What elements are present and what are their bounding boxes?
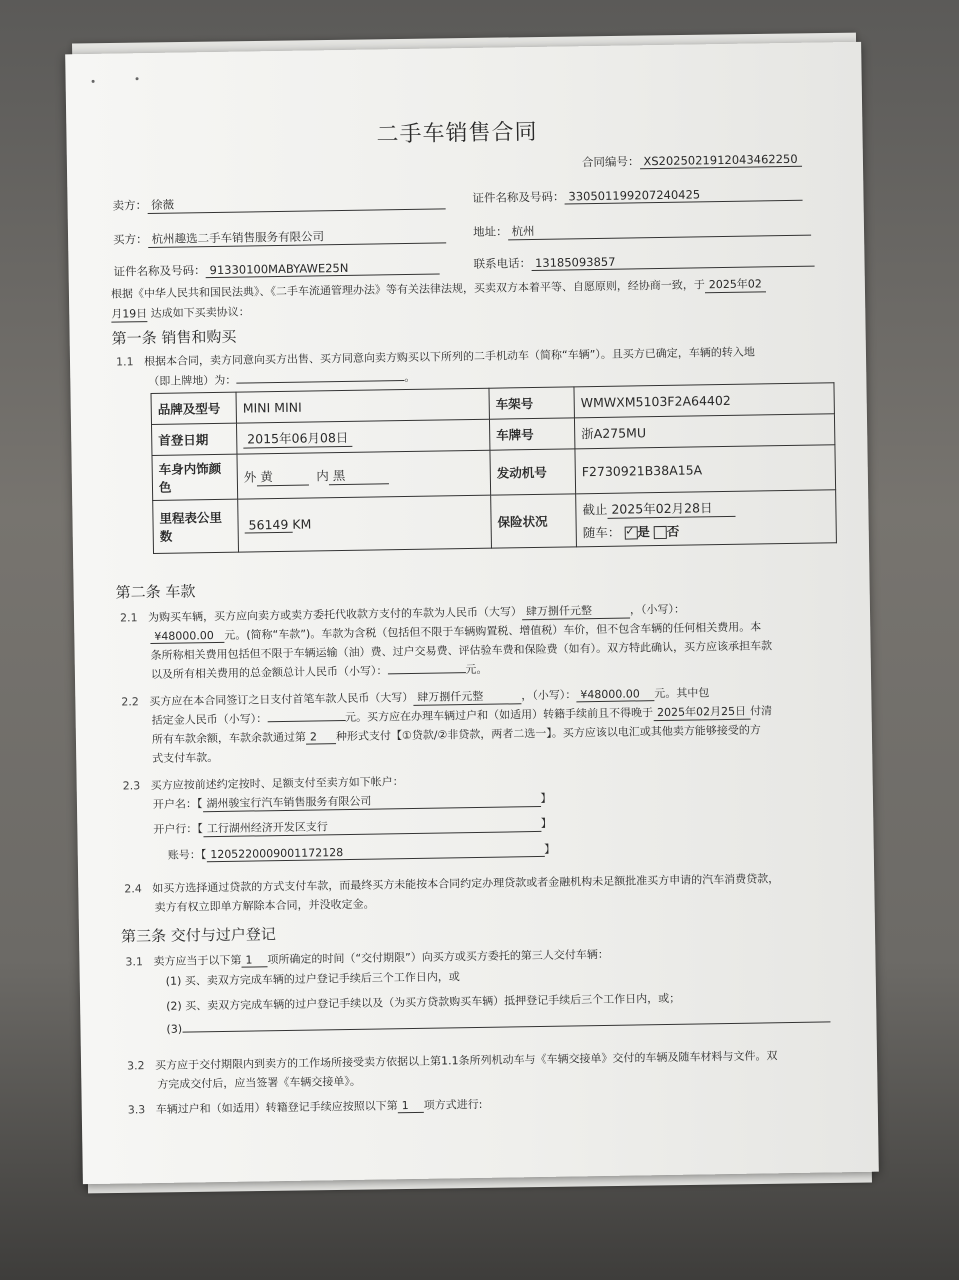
mileage-label: 里程表公里数 [153, 499, 239, 553]
yes-checkbox[interactable] [624, 526, 637, 539]
phone-row: 联系电话： 13185093857 [473, 251, 814, 272]
vin-value: WMWXM5103F2A64402 [574, 383, 834, 418]
clause-3-1-option-2: (2) 买、卖双方完成车辆的过户登记手续以及（为买方贷款购买车辆）抵押登记手续后三个工作日内，或； [166, 991, 681, 1013]
insurance-value: 截止 2025年02月28日 随车： ✓ 是 否 [576, 490, 837, 547]
clause-1-1: 1.1 根据本合同，卖方同意向买方出售、买方同意向卖方购买以下所列的二手机动车（简称“车辆”）。且买方已确定，车辆的转入地 [115, 345, 755, 369]
reg-date-label: 首登日期 [151, 423, 236, 455]
clause-2-2-line-4: 式支付车款。 [152, 751, 219, 766]
article-3-heading: 第三条 交付与过户登记 [120, 925, 276, 946]
punch-hole [136, 77, 139, 80]
plate-value: 浙A275MU [574, 414, 834, 449]
brand-value: MINI MINI [236, 388, 489, 423]
clause-2-1-line-2: ¥48000.00 元。(简称“车款”)。车款为含税（包括但不限于车辆购置税、增值税）车价，但不包含车辆的任何相关费用。本 [150, 618, 761, 644]
bank-row: 开户行：【 工行湖州经济开发区支行 】 [153, 816, 552, 837]
clause-2-1: 2.1 为购买车辆，买方应向卖方或卖方委托代收款方支付的车款为人民币（大写） 肆万捌仟元整 ，（小写）： [119, 602, 686, 625]
color-value: 外 黄 内 黑 [237, 450, 491, 499]
clause-3-1: 3.1 卖方应当于以下第 1 项所确定的时间（“交付期限”）向买方或买方委托的第三人交付车辆： [125, 947, 609, 969]
clause-2-2-line-3: 所有车款余额，车款余款通过第 2 种形式支付【①贷款/②非贷款，两者二选一】。买方应该以电汇或其他卖方能够接受的方 [151, 723, 761, 747]
intro-line-2: 月19日 达成如下买卖协议： [111, 305, 250, 321]
vehicle-info-table [151, 382, 837, 554]
page-title: 二手车销售合同 [376, 119, 538, 148]
intro-line-1: 根据《中华人民共和国民法典》、《二手车流通管理办法》等有关法律法规，买卖双方本着平等、自愿原则，经协商一致，于 2025年02 [111, 275, 766, 302]
clause-1-1-line-2: （即上牌地）为： 。 [148, 370, 416, 389]
seller-row: 卖方： 徐薇 [112, 192, 445, 214]
address-row: 地址： 杭州 [473, 219, 811, 241]
buyer-id-row: 证件名称及号码： 91330100MABYAWE25N [113, 258, 439, 279]
contract-page [65, 42, 879, 1184]
table-row [153, 490, 837, 554]
clause-2-2: 2.2 买方应在本合同签订之日支付首笔车款人民币（大写） 肆万捌仟元整 ，（小写）： ¥48000.00 元。其中包 [121, 686, 710, 709]
account-name-row: 开户名：【 湖州骏宝行汽车销售服务有限公司 】 [152, 791, 552, 812]
clause-3-2: 3.2 买方应于交付期限内到卖方的工作场所接受卖方依据以上第1.1条所列机动车与《车辆交接单》交付的车辆及随车材料与文件。双 [126, 1049, 778, 1073]
clause-3-3: 3.3 车辆过户和（如适用）转籍登记手续应按照以下第 1 项方式进行: [127, 1097, 483, 1117]
contract-number: 合同编号： XS20250219120434622​50 [582, 151, 802, 170]
engine-label: 发动机号 [490, 449, 576, 495]
insurance-label: 保险状况 [491, 494, 577, 548]
clause-2-3: 2.3 买方应按前述约定按时、足额支付至卖方如下帐户： [122, 775, 404, 793]
clause-2-1-line-3: 条所称相关费用包括但不限于车辆运输（油）费、过户交易费、评估验车费和保险费（如有）。双方特此确认，买方应该承担车款 [150, 639, 773, 663]
clause-3-1-option-1: (1) 买、卖双方完成车辆的过户登记手续后三个工作日内，或 [165, 970, 460, 988]
brand-label: 品牌及型号 [151, 392, 236, 424]
article-2-heading: 第二条 车款 [115, 582, 196, 602]
clause-2-4-line-2: 卖方有权立即单方解除本合同，并没收定金。 [154, 897, 375, 915]
clause-2-4: 2.4 如买方选择通过贷款的方式支付车款，而最终买方未能按本合同约定办理贷款或者金融机构未足额批准买方申请的汽车消费贷款， [124, 872, 780, 896]
account-number-row: 账号：【 1205220009001172128 】 [167, 842, 556, 862]
article-1-heading: 第一条 销售和购买 [111, 327, 237, 348]
clause-2-2-line-2: 括定金人民币（小写）： 元。买方应在办理车辆过户和（如适用）转籍手续前且不得晚于 2025年02月25日 付清 [151, 704, 773, 728]
punch-hole [92, 80, 95, 83]
color-label: 车身内饰颜色 [152, 454, 238, 500]
buyer-row: 买方： 杭州趣选二手车销售服务有限公司 [113, 226, 446, 248]
clause-3-2-line-2: 方完成交付后，应当签署《车辆交接单》。 [157, 1074, 361, 1091]
engine-value: F2730921B38A15A [575, 445, 836, 494]
no-checkbox[interactable] [654, 525, 667, 538]
vin-label: 车架号 [489, 387, 574, 419]
seller-id-row: 证件名称及号码： 330501199207240425 [472, 185, 802, 206]
mileage-value: 56149 KM [238, 495, 492, 552]
plate-label: 车牌号 [489, 418, 574, 450]
reg-date-value: 2015年06月08日 [236, 419, 489, 454]
clause-3-1-option-3: (3) [166, 1012, 830, 1035]
clause-2-1-line-4: 以及所有相关费用的总金额总计人民币（小写）： 元。 [150, 662, 488, 682]
